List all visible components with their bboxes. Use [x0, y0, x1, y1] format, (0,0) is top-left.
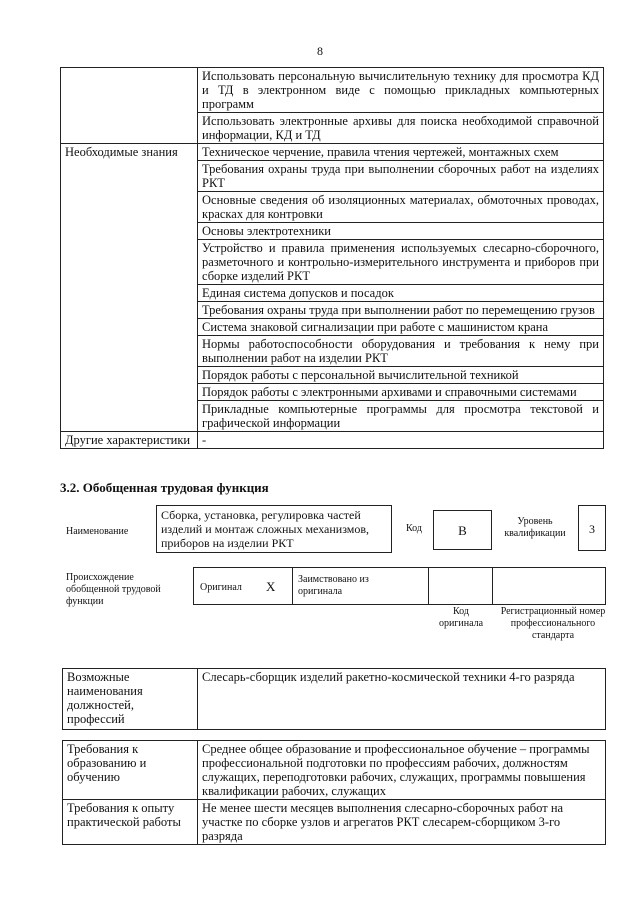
borrowed-label: Заимствовано из оригинала: [298, 574, 369, 597]
table-cell: Порядок работы с персональной вычислительной техникой: [198, 367, 604, 384]
requirements-table: [62, 740, 606, 845]
table-cell: Устройство и правила применения используемых слесарно-сборочного, разметочного и контрольно-измерительного инструмента и приборов при сборке изделий РКТ: [198, 240, 604, 285]
row-label: Возможные наименования должностей, профессий: [63, 669, 198, 730]
skills-knowledge-table: [60, 67, 604, 449]
table-cell: Единая система допусков и посадок: [198, 285, 604, 302]
original-label: Оригинал: [200, 582, 242, 593]
row-label: [61, 68, 198, 144]
origin-divider: [292, 567, 293, 605]
row-label: Требования к опыту практической работы: [63, 800, 198, 845]
code-value: B: [433, 510, 492, 550]
table-cell: Основы электротехники: [198, 223, 604, 240]
table-cell: Требования охраны труда при выполнении работ по перемещению грузов: [198, 302, 604, 319]
table-cell: Использовать электронные архивы для поиска необходимой справочной информации, КД и ТД: [198, 113, 604, 144]
table-row: [61, 68, 604, 113]
name-value: Сборка, установка, регулировка частей изделий и монтаж сложных механизмов, приборов на изделии РКТ: [161, 508, 370, 550]
name-box: [156, 505, 392, 553]
table-cell: Использовать персональную вычислительную технику для просмотра КД и ТД в электронном виде с помощью прикладных компьютерных программ: [198, 68, 604, 113]
section-heading: 3.2. Обобщенная трудовая функция: [60, 480, 269, 495]
level-label: Уровень квалификации: [504, 516, 566, 539]
code-label: Код: [406, 523, 422, 534]
table-cell: Не менее шести месяцев выполнения слесарно-сборочных работ на участке по сборке узлов и агрегатов РКТ слесарем-сборщиком 3-го разряда: [198, 800, 606, 845]
table-row: [63, 800, 606, 845]
table-cell: Слесарь-сборщик изделий ракетно-космической техники 4-го разряда: [198, 669, 606, 730]
positions-table: [62, 668, 606, 730]
table-cell: Прикладные компьютерные программы для просмотра текстовой и графической информации: [198, 401, 604, 432]
table-row: [61, 144, 604, 161]
table-row: [63, 669, 606, 730]
table-cell: Система знаковой сигнализации при работе с машинистом крана: [198, 319, 604, 336]
table-cell: Нормы работоспособности оборудования и требования к нему при выполнении работ на изделии РКТ: [198, 336, 604, 367]
table-cell: -: [198, 432, 604, 449]
name-label: Наименование: [66, 526, 129, 537]
table-row: [63, 741, 606, 800]
reg-number-caption: Регистрационный номер профессионального стандарта: [500, 606, 606, 641]
row-label: Требования к образованию и обучению: [63, 741, 198, 800]
table-cell: Основные сведения об изоляционных материалах, обмоточных проводах, красках для контровки: [198, 192, 604, 223]
row-label-knowledge: Необходимые знания: [61, 144, 198, 432]
origin-divider: [428, 567, 429, 605]
original-mark: X: [266, 579, 276, 594]
row-label-other: Другие характеристики: [61, 432, 198, 449]
table-cell: Техническое черчение, правила чтения чертежей, монтажных схем: [198, 144, 604, 161]
table-cell: Требования охраны труда при выполнении сборочных работ на изделиях РКТ: [198, 161, 604, 192]
table-cell: Среднее общее образование и профессиональное обучение – программы профессиональной подготовки по профессиям рабочих, должностям служащих, переподготовки рабочих, служащих, программы повышения квалификации рабочих, служащих: [198, 741, 606, 800]
code-original-caption: Код оригинала: [438, 606, 484, 629]
origin-divider: [492, 567, 493, 605]
page-number: 8: [317, 44, 323, 58]
table-row: [61, 432, 604, 449]
table-cell: Порядок работы с электронными архивами и справочными системами: [198, 384, 604, 401]
origin-label: Происхождение обобщенной трудовой функции: [66, 572, 161, 607]
level-value: 3: [578, 505, 606, 551]
